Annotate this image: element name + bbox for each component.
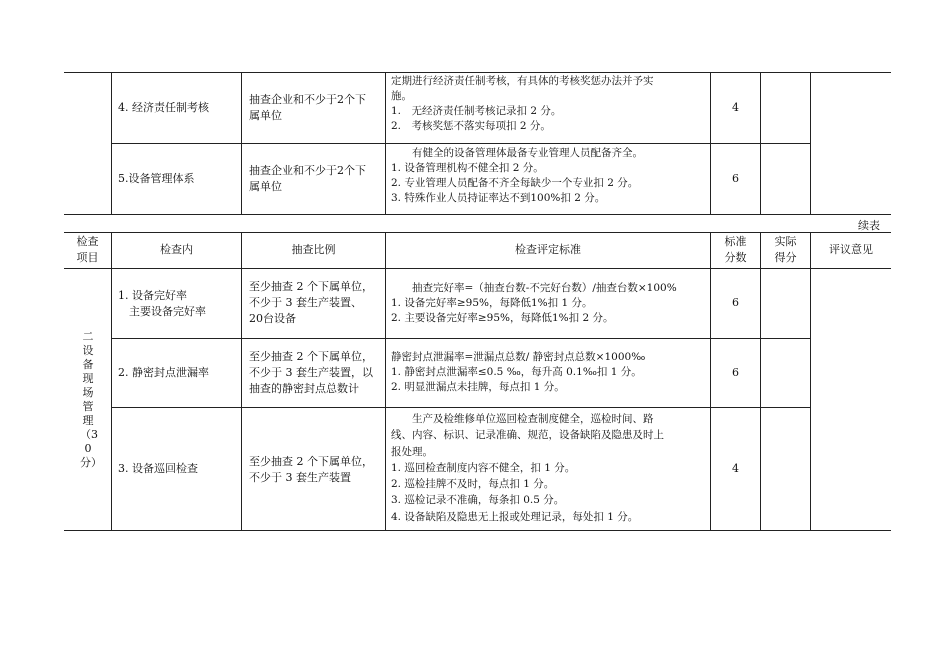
- row-criteria: [391, 350, 645, 395]
- ratio-line: 20台设备: [249, 312, 296, 325]
- row-score: 6: [732, 296, 739, 309]
- continued-label: 续表: [858, 219, 880, 232]
- criteria-line: 施。: [391, 90, 412, 102]
- criteria-line: 1. 设备管理机构不健全扣 2 分。: [391, 162, 544, 174]
- criteria-line: 定期进行经济责任制考核，有具体的考核奖惩办法并予实: [391, 75, 654, 87]
- col-line: [385, 232, 386, 530]
- ratio-line: 抽查的静密封点总数计: [249, 382, 359, 395]
- criteria-line: 2. 专业管理人员配备不齐全每缺少一个专业扣 2 分。: [391, 177, 639, 189]
- header-line: 分数: [724, 251, 747, 264]
- top-table-col-line: [760, 72, 761, 214]
- header-standard-score: [711, 232, 760, 268]
- criteria-line: 1. 静密封点泄漏率≤0.5 ‰，每升高 0.1‰扣 1 分。: [391, 366, 642, 378]
- top-row-score: 6: [732, 171, 739, 185]
- item-line: 1. 设备完好率: [118, 289, 187, 302]
- criteria-line: 1. 设备完好率≥95%，每降低1%扣 1 分。: [391, 297, 593, 309]
- header-ratio: 抽查比例: [291, 243, 336, 256]
- header-line: 检查: [76, 235, 99, 248]
- top-row-item: 4. 经济责任制考核: [118, 100, 209, 114]
- criteria-line: 2. 考核奖惩不落实每项扣 2 分。: [391, 120, 551, 132]
- header-line: 项目: [76, 251, 99, 264]
- criteria-line: 1. 巡回检查制度内容不健全，扣 1 分。: [391, 461, 576, 474]
- item-line: 主要设备完好率: [118, 305, 206, 318]
- category-label: 二 设备现场管理（30分）: [80, 330, 102, 469]
- ratio-line: 属单位: [249, 180, 282, 193]
- criteria-line: 2. 巡检挂牌不及时，每点扣 1 分。: [391, 478, 555, 491]
- col-line: [810, 232, 811, 530]
- criteria-line: 有健全的设备管理体最备专业管理人员配备齐全。: [391, 147, 643, 159]
- header-line: 标准: [724, 235, 747, 248]
- top-table-col-line: [111, 72, 112, 214]
- top-row-score: 4: [732, 100, 739, 114]
- row-item: 2. 静密封点泄漏率: [118, 365, 209, 379]
- header-item-category: [64, 232, 111, 268]
- top-row-ratio: [249, 92, 383, 124]
- criteria-line: 4. 设备缺陷及隐患无上报或处理记录，每处扣 1 分。: [391, 510, 639, 523]
- criteria-line: 生产及检维修单位巡回检查制度健全，巡检时间、路: [391, 413, 654, 425]
- ratio-line: 不少于 3 套生产装置、: [249, 296, 362, 309]
- ratio-line: 至少抽查 2 个下属单位，: [249, 350, 373, 363]
- top-row-item: 5.设备管理体系: [118, 171, 195, 185]
- header-line: 实际: [774, 235, 797, 248]
- ratio-line: 不少于 3 套生产装置: [249, 471, 351, 484]
- header-item: 检查内: [160, 243, 193, 256]
- row-score: 4: [732, 461, 739, 475]
- criteria-line: 静密封点泄漏率=泄漏点总数/ 静密封点总数×1000‰: [391, 351, 646, 363]
- criteria-line: 报处理。: [391, 445, 433, 458]
- main-table-border-bottom: [64, 530, 891, 531]
- row-item: 3. 设备巡回检查: [118, 461, 198, 475]
- ratio-line: 至少抽查 2 个下属单位，: [249, 455, 373, 468]
- row-score: 6: [732, 365, 739, 379]
- row-ratio: [249, 454, 383, 486]
- ratio-line: 不少于 3 套生产装置，以: [249, 366, 373, 379]
- col-line: [241, 232, 242, 530]
- col-line: [760, 232, 761, 530]
- row-criteria: [391, 281, 677, 326]
- row-ratio: [249, 279, 383, 327]
- top-table-border-bottom: [64, 214, 891, 215]
- top-row-criteria: [391, 74, 654, 134]
- criteria-line: 2. 主要设备完好率≥95%，每降低1%扣 2 分。: [391, 312, 614, 324]
- criteria-line: 3. 特殊作业人员持证率达不到100%扣 2 分。: [391, 192, 606, 204]
- top-row-criteria: [391, 146, 643, 206]
- row-ratio: [249, 349, 385, 397]
- header-criteria: 检查评定标准: [515, 243, 581, 256]
- top-table-col-line: [810, 72, 811, 214]
- top-table-col-line: [385, 72, 386, 214]
- row-item: [118, 288, 240, 320]
- header-line: 得分: [774, 251, 797, 264]
- criteria-line: 3. 巡检记录不准确，每条扣 0.5 分。: [391, 494, 565, 507]
- row-criteria: [391, 411, 664, 525]
- header-actual-score: [761, 232, 810, 268]
- top-table-col-line: [241, 72, 242, 214]
- criteria-line: 抽查完好率=（抽查台数-不完好台数）/抽查台数×100%: [391, 282, 677, 294]
- header-comments: 评议意见: [829, 243, 873, 256]
- col-line: [111, 232, 112, 530]
- ratio-line: 抽查企业和不少于2个下: [249, 164, 366, 177]
- criteria-line: 2. 明显泄漏点未挂牌，每点扣 1 分。: [391, 381, 565, 393]
- criteria-line: 线、内容、标识、记录准确、规范，设备缺陷及隐患及时上: [391, 429, 664, 442]
- criteria-line: 1. 无经济责任制考核记录扣 2 分。: [391, 105, 562, 117]
- ratio-line: 抽查企业和不少于2个下: [249, 93, 366, 106]
- top-row-ratio: [249, 163, 383, 195]
- header-divider: [64, 268, 891, 269]
- ratio-line: 至少抽查 2 个下属单位，: [249, 280, 373, 293]
- ratio-line: 属单位: [249, 109, 282, 122]
